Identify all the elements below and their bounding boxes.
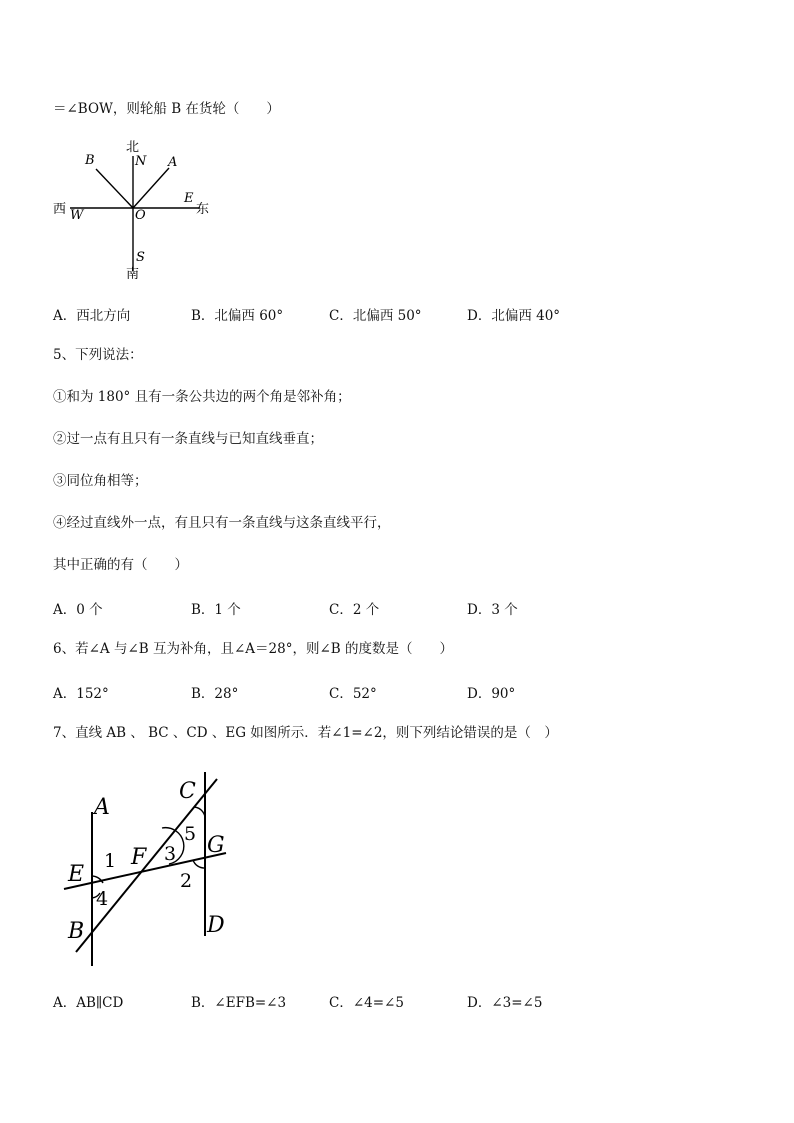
label-angle-2: 2 <box>180 870 193 892</box>
q6-option-d[interactable]: D．90° <box>467 686 516 702</box>
q4-options <box>53 304 653 322</box>
q4-stem-tail: ＝∠BOW，则轮船 B 在货轮（ ） <box>53 101 280 117</box>
q5-item-2: ②过一点有且只有一条直线与已知直线垂直； <box>53 431 323 447</box>
q5-item-4: ④经过直线外一点，有且只有一条直线与这条直线平行， <box>53 515 391 531</box>
label-n: N <box>135 154 147 169</box>
q6-option-c[interactable]: C．52° <box>329 686 377 702</box>
arc-angle-2 <box>193 860 205 868</box>
q7-option-d[interactable]: D．∠3=∠5 <box>467 995 543 1011</box>
q5-option-c[interactable]: C．2 个 <box>329 602 380 618</box>
label-angle-4: 4 <box>96 888 109 910</box>
q7-option-c[interactable]: C．∠4=∠5 <box>329 995 404 1011</box>
q5-option-b[interactable]: B．1 个 <box>191 602 241 618</box>
q5-item-3: ③同位角相等； <box>53 473 148 489</box>
q6-option-a[interactable]: A．152° <box>53 686 109 702</box>
ray-oa <box>133 168 169 208</box>
label-b: B <box>68 919 85 944</box>
label-e: E <box>184 191 194 206</box>
q7-option-b[interactable]: B．∠EFB=∠3 <box>191 995 287 1011</box>
q5-question: 其中正确的有（ ） <box>53 557 188 573</box>
label-west: 西 <box>53 202 67 217</box>
label-angle-1: 1 <box>104 850 117 872</box>
q5-stem: 5、下列说法： <box>53 347 143 363</box>
q6-option-b[interactable]: B．28° <box>191 686 239 702</box>
q4-option-b[interactable]: B．北偏西 60° <box>191 308 284 324</box>
q7-option-a[interactable]: A．AB∥CD <box>53 995 124 1011</box>
q5-item-1: ①和为 180° 且有一条公共边的两个角是邻补角； <box>53 389 351 405</box>
arc-angle-5 <box>194 807 205 821</box>
q6-options <box>53 682 653 700</box>
label-angle-3: 3 <box>164 843 177 865</box>
label-o: O <box>135 208 146 223</box>
q4-option-c[interactable]: C．北偏西 50° <box>329 308 422 324</box>
q5-option-a[interactable]: A．0 个 <box>53 602 103 618</box>
label-d: D <box>207 913 225 938</box>
label-angle-5: 5 <box>184 823 197 845</box>
label-south: 南 <box>126 267 140 282</box>
q6-stem: 6、若∠A 与∠B 互为补角，且∠A＝28°，则∠B 的度数是（ ） <box>53 641 453 657</box>
label-east: 东 <box>196 202 210 217</box>
label-a: A <box>94 795 110 820</box>
compass-figure <box>50 138 220 283</box>
q4-option-a[interactable]: A．西北方向 <box>53 308 131 324</box>
label-b: B <box>85 153 95 168</box>
label-a: A <box>168 155 178 170</box>
q7-stem: 7、直线 AB 、 BC 、CD 、EG 如图所示．若∠1=∠2，则下列结论错误的是（ ） <box>53 725 558 741</box>
lines-figure <box>60 766 240 971</box>
ray-ob <box>96 169 133 208</box>
q5-options <box>53 598 653 616</box>
label-f: F <box>131 845 147 870</box>
label-c: C <box>179 779 196 804</box>
label-s: S <box>136 250 145 265</box>
label-g: G <box>207 833 225 858</box>
q5-option-d[interactable]: D．3 个 <box>467 602 518 618</box>
label-w: W <box>70 208 84 223</box>
label-north: 北 <box>126 140 140 155</box>
q4-option-d[interactable]: D．北偏西 40° <box>467 308 561 324</box>
label-e: E <box>68 862 85 887</box>
q7-options <box>53 991 653 1009</box>
